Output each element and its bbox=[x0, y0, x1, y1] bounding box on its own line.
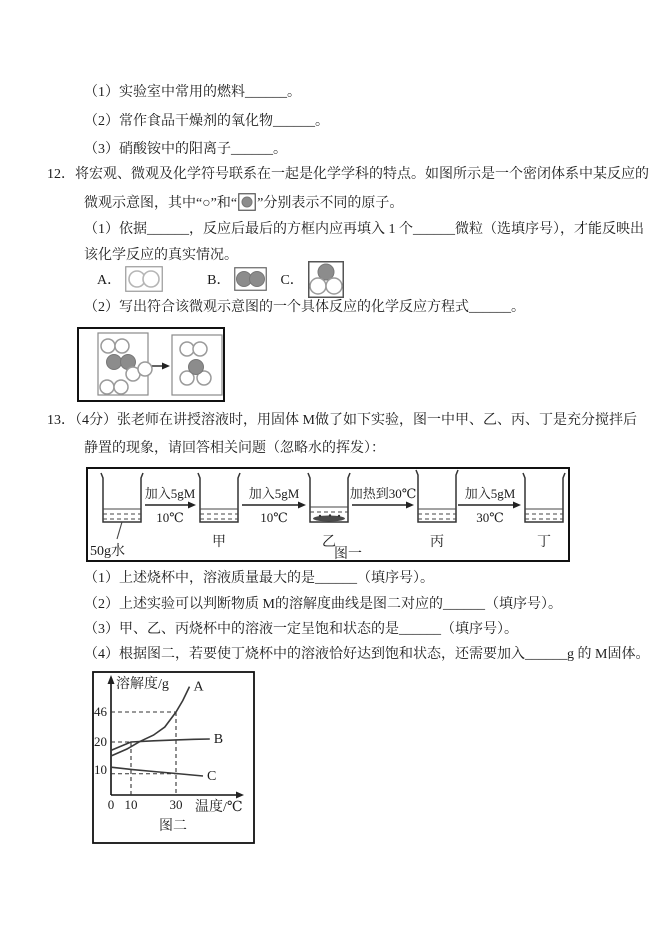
y-tick-label: 46 bbox=[94, 704, 107, 719]
arrow4-top-label: 加入5gM bbox=[464, 486, 516, 501]
x-tick-label: 10 bbox=[124, 797, 138, 812]
q12-intro-line2-pre: 微观示意图，其中“○”和“ bbox=[84, 196, 238, 211]
figure1-beakers bbox=[86, 467, 570, 562]
q13-part1: （1）上述烧杯中，溶液质量最大的是______（填序号）。 bbox=[84, 571, 434, 586]
option-b-label: B． bbox=[207, 273, 231, 288]
x-tick-label: 30 bbox=[169, 797, 183, 812]
gray-atom-icon bbox=[238, 193, 256, 217]
option-c-label: C． bbox=[280, 273, 304, 288]
q12-part1-line2: 该化学反应的真实情况。 bbox=[84, 248, 238, 263]
figure2-border bbox=[93, 672, 254, 843]
q13-intro-line1: 13．（4分）张老师在讲授溶液时，用固体 M做了如下实验，图一中甲、乙、丙、丁是充分搅拌后 bbox=[47, 413, 637, 428]
q13-part3: （3）甲、乙、丙烧杯中的溶液一定呈饱和状态的是______（填序号）。 bbox=[84, 622, 518, 637]
q12-intro-line2-post: ”分别表示不同的原子。 bbox=[257, 196, 404, 211]
arrow3-top-label: 加热到30℃ bbox=[349, 486, 417, 501]
q13-part4: （4）根据图二，若要使丁烧杯中的溶液恰好达到饱和状态，还需要加入______g 的 M固体。 bbox=[84, 647, 650, 662]
water-label: 50g水 bbox=[90, 544, 125, 559]
curve-label-C: C bbox=[207, 769, 217, 784]
q12-part2-line: （2）写出符合该微观示意图的一个具体反应的化学反应方程式______。 bbox=[84, 300, 525, 315]
q11-part3: （3）硝酸铵中的阳离子______。 bbox=[84, 142, 287, 157]
label-yi: 乙 bbox=[322, 535, 336, 550]
option-b-molecule bbox=[234, 267, 267, 291]
q11-part2: （2）常作食品干燥剂的氧化物______。 bbox=[84, 114, 329, 129]
q12-part1-line1: （1）依据______，反应后最后的方框内应再填入 1 个______微粒（选填序号），才能反映出 bbox=[84, 222, 644, 237]
arrow2-top-label: 加入5gM bbox=[248, 486, 300, 501]
label-jia: 甲 bbox=[212, 535, 226, 550]
x-axis-label: 温度/℃ bbox=[195, 800, 243, 815]
figure2-caption: 图二 bbox=[159, 819, 187, 834]
q12-intro-line2 bbox=[84, 193, 403, 217]
arrow1-top-label: 加入5gM bbox=[144, 486, 196, 501]
q11-part1: （1）实验室中常用的燃料______。 bbox=[84, 85, 301, 100]
y-tick-label: 20 bbox=[94, 734, 107, 749]
q12-options-row bbox=[97, 260, 344, 298]
arrow2-bottom-label: 10℃ bbox=[260, 510, 288, 525]
q12-reaction-diagram bbox=[77, 327, 225, 402]
label-bing: 丙 bbox=[430, 535, 444, 550]
y-tick-label: 10 bbox=[94, 762, 107, 777]
option-c-molecule bbox=[308, 261, 344, 298]
q12-intro-line1: 12．将宏观、微观及化学符号联系在一起是化学学科的特点。如图所示是一个密闭体系中某反应的 bbox=[47, 167, 649, 182]
q13-part2: （2）上述实验可以判断物质 M的溶解度曲线是图二对应的______（填序号）。 bbox=[84, 597, 562, 612]
curve-label-A: A bbox=[193, 679, 204, 695]
figure1-caption: 图一 bbox=[334, 547, 362, 562]
q13-intro-line2: 静置的现象，请回答相关问题（忽略水的挥发）： bbox=[84, 441, 385, 456]
arrow4-bottom-label: 30℃ bbox=[476, 510, 504, 525]
sediment bbox=[313, 516, 345, 522]
figure2-chart bbox=[92, 671, 255, 844]
option-a-molecule bbox=[125, 266, 163, 292]
label-ding: 丁 bbox=[537, 535, 551, 550]
arrow1-bottom-label: 10℃ bbox=[156, 510, 184, 525]
x-tick-label: 0 bbox=[107, 797, 115, 812]
option-a-label: A． bbox=[97, 273, 122, 288]
y-axis-label: 溶解度/g bbox=[116, 677, 169, 692]
curve-label-B: B bbox=[213, 732, 224, 747]
